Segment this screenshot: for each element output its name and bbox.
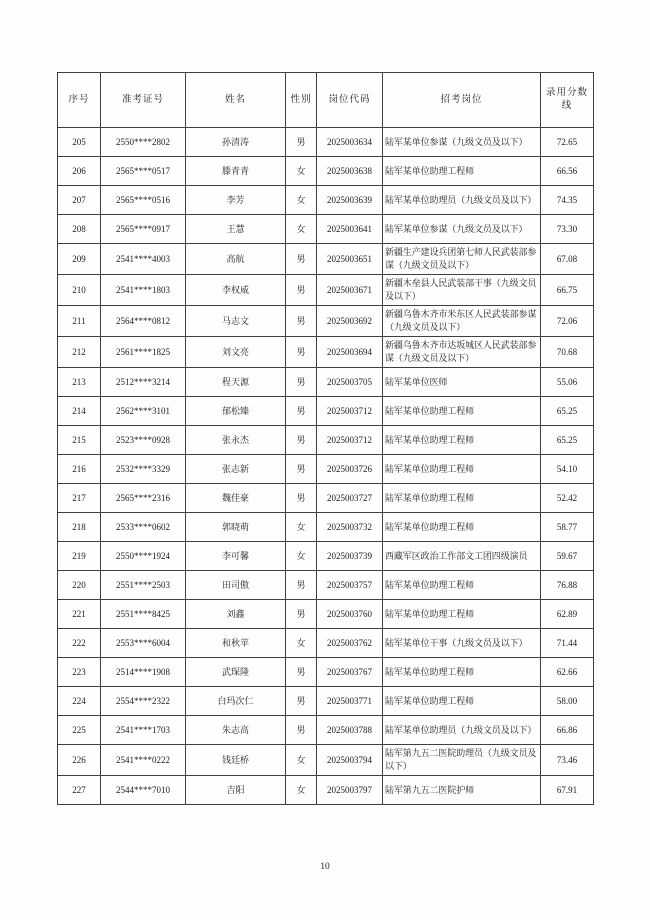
cell-exam-id: 2565****2316: [101, 484, 186, 513]
cell-seq: 219: [58, 542, 101, 571]
cell-score-line: 71.44: [541, 629, 594, 658]
cell-post-code: 2025003638: [317, 157, 383, 186]
cell-exam-id: 2541****1803: [101, 275, 186, 306]
cell-post-title: 陆军某单位助理工程师: [383, 571, 541, 600]
cell-name: 吉阳: [186, 776, 286, 805]
cell-post-code: 2025003641: [317, 215, 383, 244]
cell-score-line: 66.75: [541, 275, 594, 306]
cell-seq: 225: [58, 716, 101, 745]
cell-post-code: 2025003794: [317, 745, 383, 776]
cell-post-title: 陆军某单位助理工程师: [383, 513, 541, 542]
cell-name: 张永杰: [186, 426, 286, 455]
cell-post-title: 陆军某单位助理员（九级文员及以下）: [383, 186, 541, 215]
recruitment-score-table: [57, 72, 594, 805]
column-header-post-title: 招考岗位: [383, 73, 541, 128]
cell-name: 田司傲: [186, 571, 286, 600]
cell-exam-id: 2553****6004: [101, 629, 186, 658]
cell-post-title: 新疆生产建设兵团第七师人民武装部参谋（九级文员及以下）: [383, 244, 541, 275]
cell-gender: 女: [286, 157, 317, 186]
cell-post-code: 2025003651: [317, 244, 383, 275]
cell-gender: 男: [286, 484, 317, 513]
cell-score-line: 66.86: [541, 716, 594, 745]
cell-post-title: 陆军某单位参谋（九级文员及以下）: [383, 128, 541, 157]
cell-score-line: 72.65: [541, 128, 594, 157]
cell-seq: 211: [58, 306, 101, 337]
cell-exam-id: 2565****0516: [101, 186, 186, 215]
cell-seq: 224: [58, 687, 101, 716]
cell-name: 孙清涛: [186, 128, 286, 157]
cell-gender: 男: [286, 337, 317, 368]
cell-seq: 209: [58, 244, 101, 275]
cell-gender: 女: [286, 776, 317, 805]
cell-post-code: 2025003726: [317, 455, 383, 484]
cell-score-line: 72.06: [541, 306, 594, 337]
cell-seq: 207: [58, 186, 101, 215]
table-row: [58, 306, 594, 337]
cell-gender: 女: [286, 629, 317, 658]
cell-seq: 213: [58, 368, 101, 397]
cell-name: 高航: [186, 244, 286, 275]
cell-post-title: 陆军某单位助理员（九级文员及以下）: [383, 716, 541, 745]
cell-exam-id: 2544****7010: [101, 776, 186, 805]
cell-score-line: 73.46: [541, 745, 594, 776]
table-row: [58, 776, 594, 805]
table-row: [58, 426, 594, 455]
cell-gender: 男: [286, 397, 317, 426]
cell-seq: 226: [58, 745, 101, 776]
cell-exam-id: 2514****1908: [101, 658, 186, 687]
table-row: [58, 186, 594, 215]
cell-post-code: 2025003732: [317, 513, 383, 542]
cell-post-title: 陆军某单位助理工程师: [383, 484, 541, 513]
cell-name: 武琛隆: [186, 658, 286, 687]
cell-name: 滕青青: [186, 157, 286, 186]
cell-seq: 218: [58, 513, 101, 542]
table-row: [58, 745, 594, 776]
cell-score-line: 74.35: [541, 186, 594, 215]
cell-seq: 216: [58, 455, 101, 484]
cell-gender: 女: [286, 186, 317, 215]
cell-seq: 214: [58, 397, 101, 426]
cell-post-title: 陆军某单位助理工程师: [383, 687, 541, 716]
table-row: [58, 397, 594, 426]
cell-gender: 男: [286, 368, 317, 397]
cell-post-code: 2025003705: [317, 368, 383, 397]
cell-seq: 223: [58, 658, 101, 687]
cell-gender: 男: [286, 658, 317, 687]
cell-post-title: 陆军第九五二医院护师: [383, 776, 541, 805]
cell-score-line: 67.91: [541, 776, 594, 805]
cell-name: 郭晓萌: [186, 513, 286, 542]
cell-name: 魏佳豪: [186, 484, 286, 513]
cell-exam-id: 2541****1703: [101, 716, 186, 745]
table-row: [58, 658, 594, 687]
column-header-gender: 性别: [286, 73, 317, 128]
cell-exam-id: 2533****0602: [101, 513, 186, 542]
cell-post-title: 陆军第九五二医院助理员（九级文员及以下）: [383, 745, 541, 776]
cell-exam-id: 2565****0917: [101, 215, 186, 244]
cell-post-code: 2025003712: [317, 426, 383, 455]
cell-seq: 220: [58, 571, 101, 600]
cell-seq: 221: [58, 600, 101, 629]
cell-post-code: 2025003639: [317, 186, 383, 215]
cell-post-code: 2025003762: [317, 629, 383, 658]
cell-score-line: 66.56: [541, 157, 594, 186]
cell-score-line: 58.00: [541, 687, 594, 716]
cell-post-title: 陆军某单位助理工程师: [383, 426, 541, 455]
column-header-seq: 序号: [58, 73, 101, 128]
cell-seq: 210: [58, 275, 101, 306]
column-header-name: 姓名: [186, 73, 286, 128]
cell-gender: 男: [286, 128, 317, 157]
cell-name: 程天源: [186, 368, 286, 397]
table-row: [58, 128, 594, 157]
cell-exam-id: 2554****2322: [101, 687, 186, 716]
cell-seq: 222: [58, 629, 101, 658]
cell-name: 钱廷桥: [186, 745, 286, 776]
cell-gender: 男: [286, 600, 317, 629]
cell-post-title: 新疆木垒县人民武装部干事（九级文员及以下）: [383, 275, 541, 306]
cell-name: 李芳: [186, 186, 286, 215]
cell-name: 马志文: [186, 306, 286, 337]
cell-seq: 206: [58, 157, 101, 186]
cell-exam-id: 2541****4003: [101, 244, 186, 275]
cell-score-line: 73.30: [541, 215, 594, 244]
cell-post-code: 2025003727: [317, 484, 383, 513]
cell-post-title: 陆军某单位参谋（九级文员及以下）: [383, 215, 541, 244]
cell-post-title: 新疆乌鲁木齐市达坂城区人民武装部参谋（九级文员及以下）: [383, 337, 541, 368]
cell-post-code: 2025003694: [317, 337, 383, 368]
cell-post-title: 陆军某单位干事（九级文员及以下）: [383, 629, 541, 658]
cell-post-code: 2025003671: [317, 275, 383, 306]
cell-seq: 217: [58, 484, 101, 513]
table-row: [58, 455, 594, 484]
column-header-exam-id: 准考证号: [101, 73, 186, 128]
cell-gender: 男: [286, 275, 317, 306]
table-row: [58, 571, 594, 600]
cell-gender: 男: [286, 571, 317, 600]
cell-name: 李权威: [186, 275, 286, 306]
table-body: [58, 128, 594, 805]
cell-gender: 女: [286, 542, 317, 571]
cell-name: 张志新: [186, 455, 286, 484]
cell-exam-id: 2512****3214: [101, 368, 186, 397]
cell-exam-id: 2561****1825: [101, 337, 186, 368]
cell-exam-id: 2551****2503: [101, 571, 186, 600]
cell-score-line: 62.89: [541, 600, 594, 629]
cell-gender: 男: [286, 716, 317, 745]
table-row: [58, 275, 594, 306]
cell-post-code: 2025003692: [317, 306, 383, 337]
cell-post-title: 陆军某单位助理工程师: [383, 397, 541, 426]
cell-score-line: 76.88: [541, 571, 594, 600]
cell-score-line: 67.08: [541, 244, 594, 275]
cell-seq: 215: [58, 426, 101, 455]
table-row: [58, 157, 594, 186]
cell-post-title: 陆军某单位助理工程师: [383, 157, 541, 186]
table-row: [58, 716, 594, 745]
cell-post-code: 2025003634: [317, 128, 383, 157]
cell-gender: 女: [286, 745, 317, 776]
cell-score-line: 65.25: [541, 426, 594, 455]
cell-score-line: 59.67: [541, 542, 594, 571]
cell-name: 郁松臻: [186, 397, 286, 426]
cell-post-code: 2025003788: [317, 716, 383, 745]
cell-post-title: 陆军某单位助理工程师: [383, 658, 541, 687]
cell-post-code: 2025003767: [317, 658, 383, 687]
table-row: [58, 484, 594, 513]
table-row: [58, 244, 594, 275]
cell-exam-id: 2532****3329: [101, 455, 186, 484]
cell-post-code: 2025003757: [317, 571, 383, 600]
cell-exam-id: 2565****0517: [101, 157, 186, 186]
cell-score-line: 54.10: [541, 455, 594, 484]
cell-post-title: 陆军某单位助理工程师: [383, 455, 541, 484]
cell-exam-id: 2562****3101: [101, 397, 186, 426]
table-row: [58, 513, 594, 542]
cell-name: 朱志高: [186, 716, 286, 745]
table-row: [58, 215, 594, 244]
cell-post-title: 西藏军区政治工作部文工团四级演员: [383, 542, 541, 571]
cell-score-line: 62.66: [541, 658, 594, 687]
cell-gender: 男: [286, 244, 317, 275]
cell-post-code: 2025003771: [317, 687, 383, 716]
column-header-score-line: 录用分数线: [541, 73, 594, 128]
cell-gender: 女: [286, 513, 317, 542]
cell-post-title: 陆军某单位助理工程师: [383, 600, 541, 629]
cell-score-line: 52.42: [541, 484, 594, 513]
cell-exam-id: 2550****1924: [101, 542, 186, 571]
cell-name: 刘鑫: [186, 600, 286, 629]
cell-name: 王慧: [186, 215, 286, 244]
cell-seq: 205: [58, 128, 101, 157]
cell-seq: 227: [58, 776, 101, 805]
cell-post-code: 2025003760: [317, 600, 383, 629]
cell-gender: 男: [286, 687, 317, 716]
cell-score-line: 70.68: [541, 337, 594, 368]
cell-post-code: 2025003712: [317, 397, 383, 426]
table-row: [58, 368, 594, 397]
cell-gender: 女: [286, 215, 317, 244]
cell-name: 刘文亮: [186, 337, 286, 368]
cell-exam-id: 2551****8425: [101, 600, 186, 629]
cell-gender: 男: [286, 455, 317, 484]
cell-score-line: 58.77: [541, 513, 594, 542]
table-row: [58, 542, 594, 571]
cell-score-line: 55.06: [541, 368, 594, 397]
cell-post-title: 新疆乌鲁木齐市米东区人民武装部参谋（九级文员及以下）: [383, 306, 541, 337]
cell-gender: 男: [286, 426, 317, 455]
table-row: [58, 600, 594, 629]
cell-exam-id: 2523****0928: [101, 426, 186, 455]
cell-exam-id: 2564****0812: [101, 306, 186, 337]
cell-exam-id: 2541****0222: [101, 745, 186, 776]
page-number: 10: [320, 862, 330, 872]
cell-post-code: 2025003739: [317, 542, 383, 571]
cell-post-code: 2025003797: [317, 776, 383, 805]
cell-seq: 212: [58, 337, 101, 368]
cell-name: 李可馨: [186, 542, 286, 571]
cell-post-title: 陆军某单位医师: [383, 368, 541, 397]
table-row: [58, 337, 594, 368]
table-row: [58, 687, 594, 716]
cell-gender: 男: [286, 306, 317, 337]
cell-name: 白玛次仁: [186, 687, 286, 716]
table-row: [58, 629, 594, 658]
cell-seq: 208: [58, 215, 101, 244]
cell-exam-id: 2550****2802: [101, 128, 186, 157]
table-header-row: [58, 73, 594, 128]
column-header-post-code: 岗位代码: [317, 73, 383, 128]
cell-name: 和秋苹: [186, 629, 286, 658]
cell-score-line: 65.25: [541, 397, 594, 426]
